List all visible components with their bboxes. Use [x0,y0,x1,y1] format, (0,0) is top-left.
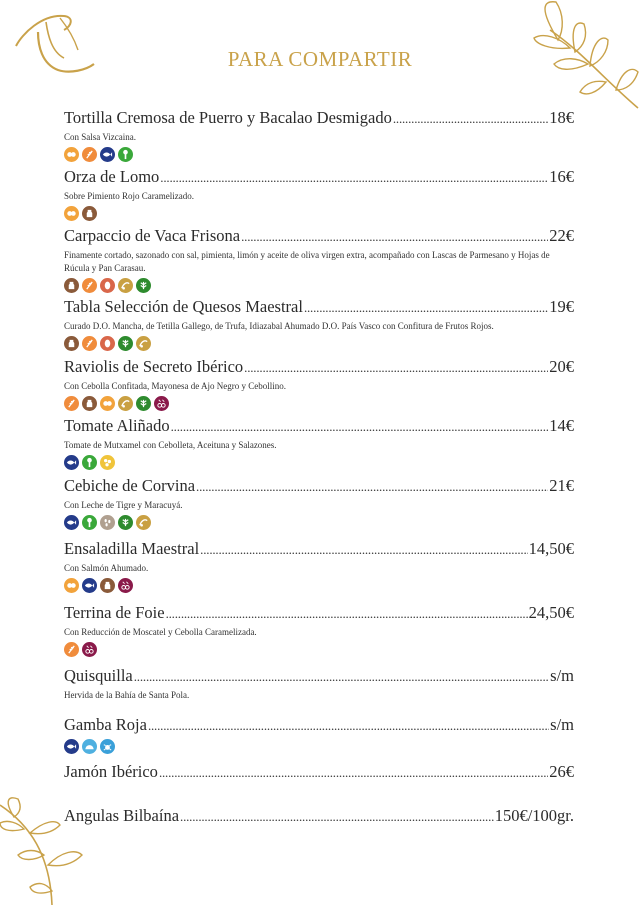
allergen-lacteos-icon [82,206,97,221]
allergen-pescado-icon [64,515,79,530]
menu-item [64,108,574,162]
menu-item-row [64,539,574,560]
menu-item-row [64,476,574,497]
allergen-moluscos-icon [82,739,97,754]
menu-item-price: 14,50€ [528,539,574,558]
menu-item-description: Finamente cortado, sazonado con sal, pimienta, limón y aceite de oliva virgen extra, acompañado con Lascas de Parmesano y Hojas de Rúcula y Pan Carasau. [64,250,550,273]
allergen-pescado-icon [82,578,97,593]
menu-item [64,476,574,530]
menu-item-price: 19€ [549,297,574,316]
allergen-sulfitos-icon [118,578,133,593]
menu-item-description: Con Cebolla Confitada, Mayonesa de Ajo Negro y Cebollino. [64,381,286,391]
allergen-lacteos-icon [100,578,115,593]
allergen-icons [64,455,574,470]
menu-item-row [64,762,574,783]
dot-leader [166,603,528,624]
allergen-sulfitos-icon [154,396,169,411]
dot-leader [393,108,548,129]
menu-item-description: Con Salsa Vizcaina. [64,132,137,142]
menu-item-row [64,108,574,129]
allergen-lacteos-icon [82,396,97,411]
allergen-huevo-icon [100,396,115,411]
menu-item-description: Curado D.O. Mancha, de Tetilla Gallego, de Trufa, Idiazabal Ahumado D.O. País Vasco con Confitura de Frutos Rojos. [64,321,494,331]
allergen-frutos-cascara-icon [100,336,115,351]
menu-item-description: Con Leche de Tigre y Maracuyá. [64,500,183,510]
menu-item [64,416,574,470]
allergen-gluten-icon [64,396,79,411]
allergen-gluten-icon [64,642,79,657]
menu-item [64,167,574,221]
menu-item-name: Tomate Aliñado [64,416,170,435]
menu-item-name: Tabla Selección de Quesos Maestral [64,297,303,316]
menu-item-row [64,715,574,736]
menu-item-row [64,603,574,624]
menu-item-price: 14€ [549,416,574,435]
allergen-icons [64,642,574,657]
menu-item [64,762,574,783]
menu-item-name: Terrina de Foie [64,603,165,622]
menu-item [64,297,574,351]
allergen-gluten-icon [82,147,97,162]
allergen-gluten-icon [82,336,97,351]
allergen-sesamo-icon [100,515,115,530]
dot-leader [159,762,548,783]
allergen-icons [64,739,574,754]
allergen-soja-icon [118,336,133,351]
allergen-mostaza-icon [136,336,151,351]
menu-item-price: 20€ [549,357,574,376]
menu-item-row [64,357,574,378]
menu-item [64,666,574,702]
allergen-icons [64,515,574,530]
dot-leader [304,297,548,318]
allergen-mostaza-icon [118,396,133,411]
menu-item-row [64,806,574,827]
dot-leader [244,357,548,378]
allergen-apio-icon [82,455,97,470]
menu-item-name: Raviolis de Secreto Ibérico [64,357,244,376]
dot-leader [148,715,549,736]
allergen-huevo-icon [64,147,79,162]
allergen-soja-icon [118,515,133,530]
allergen-icons [64,336,574,351]
menu-item-price: 26€ [549,762,574,781]
menu-item-row [64,416,574,437]
allergen-icons [64,147,574,162]
allergen-icons [64,578,574,593]
menu-item-name: Orza de Lomo [64,167,160,186]
menu-item [64,539,574,593]
menu-item-price: 24,50€ [528,603,574,622]
menu-item-row [64,167,574,188]
menu-item-row [64,226,574,247]
menu-item-name: Gamba Roja [64,715,147,734]
menu-item-price: 18€ [549,108,574,127]
menu-item-name: Ensaladilla Maestral [64,539,200,558]
menu-item-name: Jamón Ibérico [64,762,158,781]
allergen-pescado-icon [64,455,79,470]
menu-item-description: Sobre Pimiento Rojo Caramelizado. [64,191,194,201]
allergen-soja-icon [136,396,151,411]
dot-leader [171,416,549,437]
dot-leader [200,539,527,560]
menu-item-price: 16€ [549,167,574,186]
menu-item-price: 21€ [549,476,574,495]
allergen-icons [64,396,574,411]
allergen-apio-icon [82,515,97,530]
allergen-huevo-icon [64,206,79,221]
menu-item-name: Carpaccio de Vaca Frisona [64,226,241,245]
allergen-gluten-icon [82,278,97,293]
menu-item-name: Cebiche de Corvina [64,476,196,495]
allergen-frutos-cascara-icon [100,278,115,293]
menu-item [64,226,574,293]
menu-item-name: Tortilla Cremosa de Puerro y Bacalao Desmigado [64,108,392,127]
menu-item-description: Con Reducción de Moscatel y Cebolla Caramelizada. [64,627,257,637]
allergen-huevo-icon [64,578,79,593]
dot-leader [196,476,548,497]
menu-item-description: Tomate de Mutxamel con Cebolleta, Aceituna y Salazones. [64,440,277,450]
menu-item-price: 22€ [549,226,574,245]
menu-item [64,806,574,827]
menu-item-name: Angulas Bilbaína [64,806,180,825]
allergen-icons [64,278,574,293]
menu-item-row [64,666,574,687]
menu-item-name: Quisquilla [64,666,133,685]
allergen-pescado-icon [100,147,115,162]
menu-item-description: Con Salmón Ahumado. [64,563,149,573]
allergen-crustaceos-icon [100,739,115,754]
allergen-pescado-icon [64,739,79,754]
menu-item-price: 150€/100gr. [494,806,574,825]
menu-item-price: s/m [550,715,574,734]
allergen-sulfitos-icon [82,642,97,657]
menu-item-price: s/m [550,666,574,685]
allergen-mostaza-icon [118,278,133,293]
allergen-mostaza-icon [136,515,151,530]
allergen-soja-icon [136,278,151,293]
dot-leader [160,167,548,188]
allergen-lacteos-icon [64,278,79,293]
menu-item [64,715,574,754]
menu-item-row [64,297,574,318]
menu-item-description: Hervida de la Bahía de Santa Pola. [64,690,190,700]
dot-leader [180,806,494,827]
dot-leader [241,226,548,247]
allergen-apio-icon [118,147,133,162]
menu-item [64,357,574,411]
menu-item [64,603,574,657]
allergen-icons [64,206,574,221]
dot-leader [134,666,549,687]
allergen-lacteos-icon [64,336,79,351]
section-title: PARA COMPARTIR [227,47,413,71]
allergen-altramuces-icon [100,455,115,470]
